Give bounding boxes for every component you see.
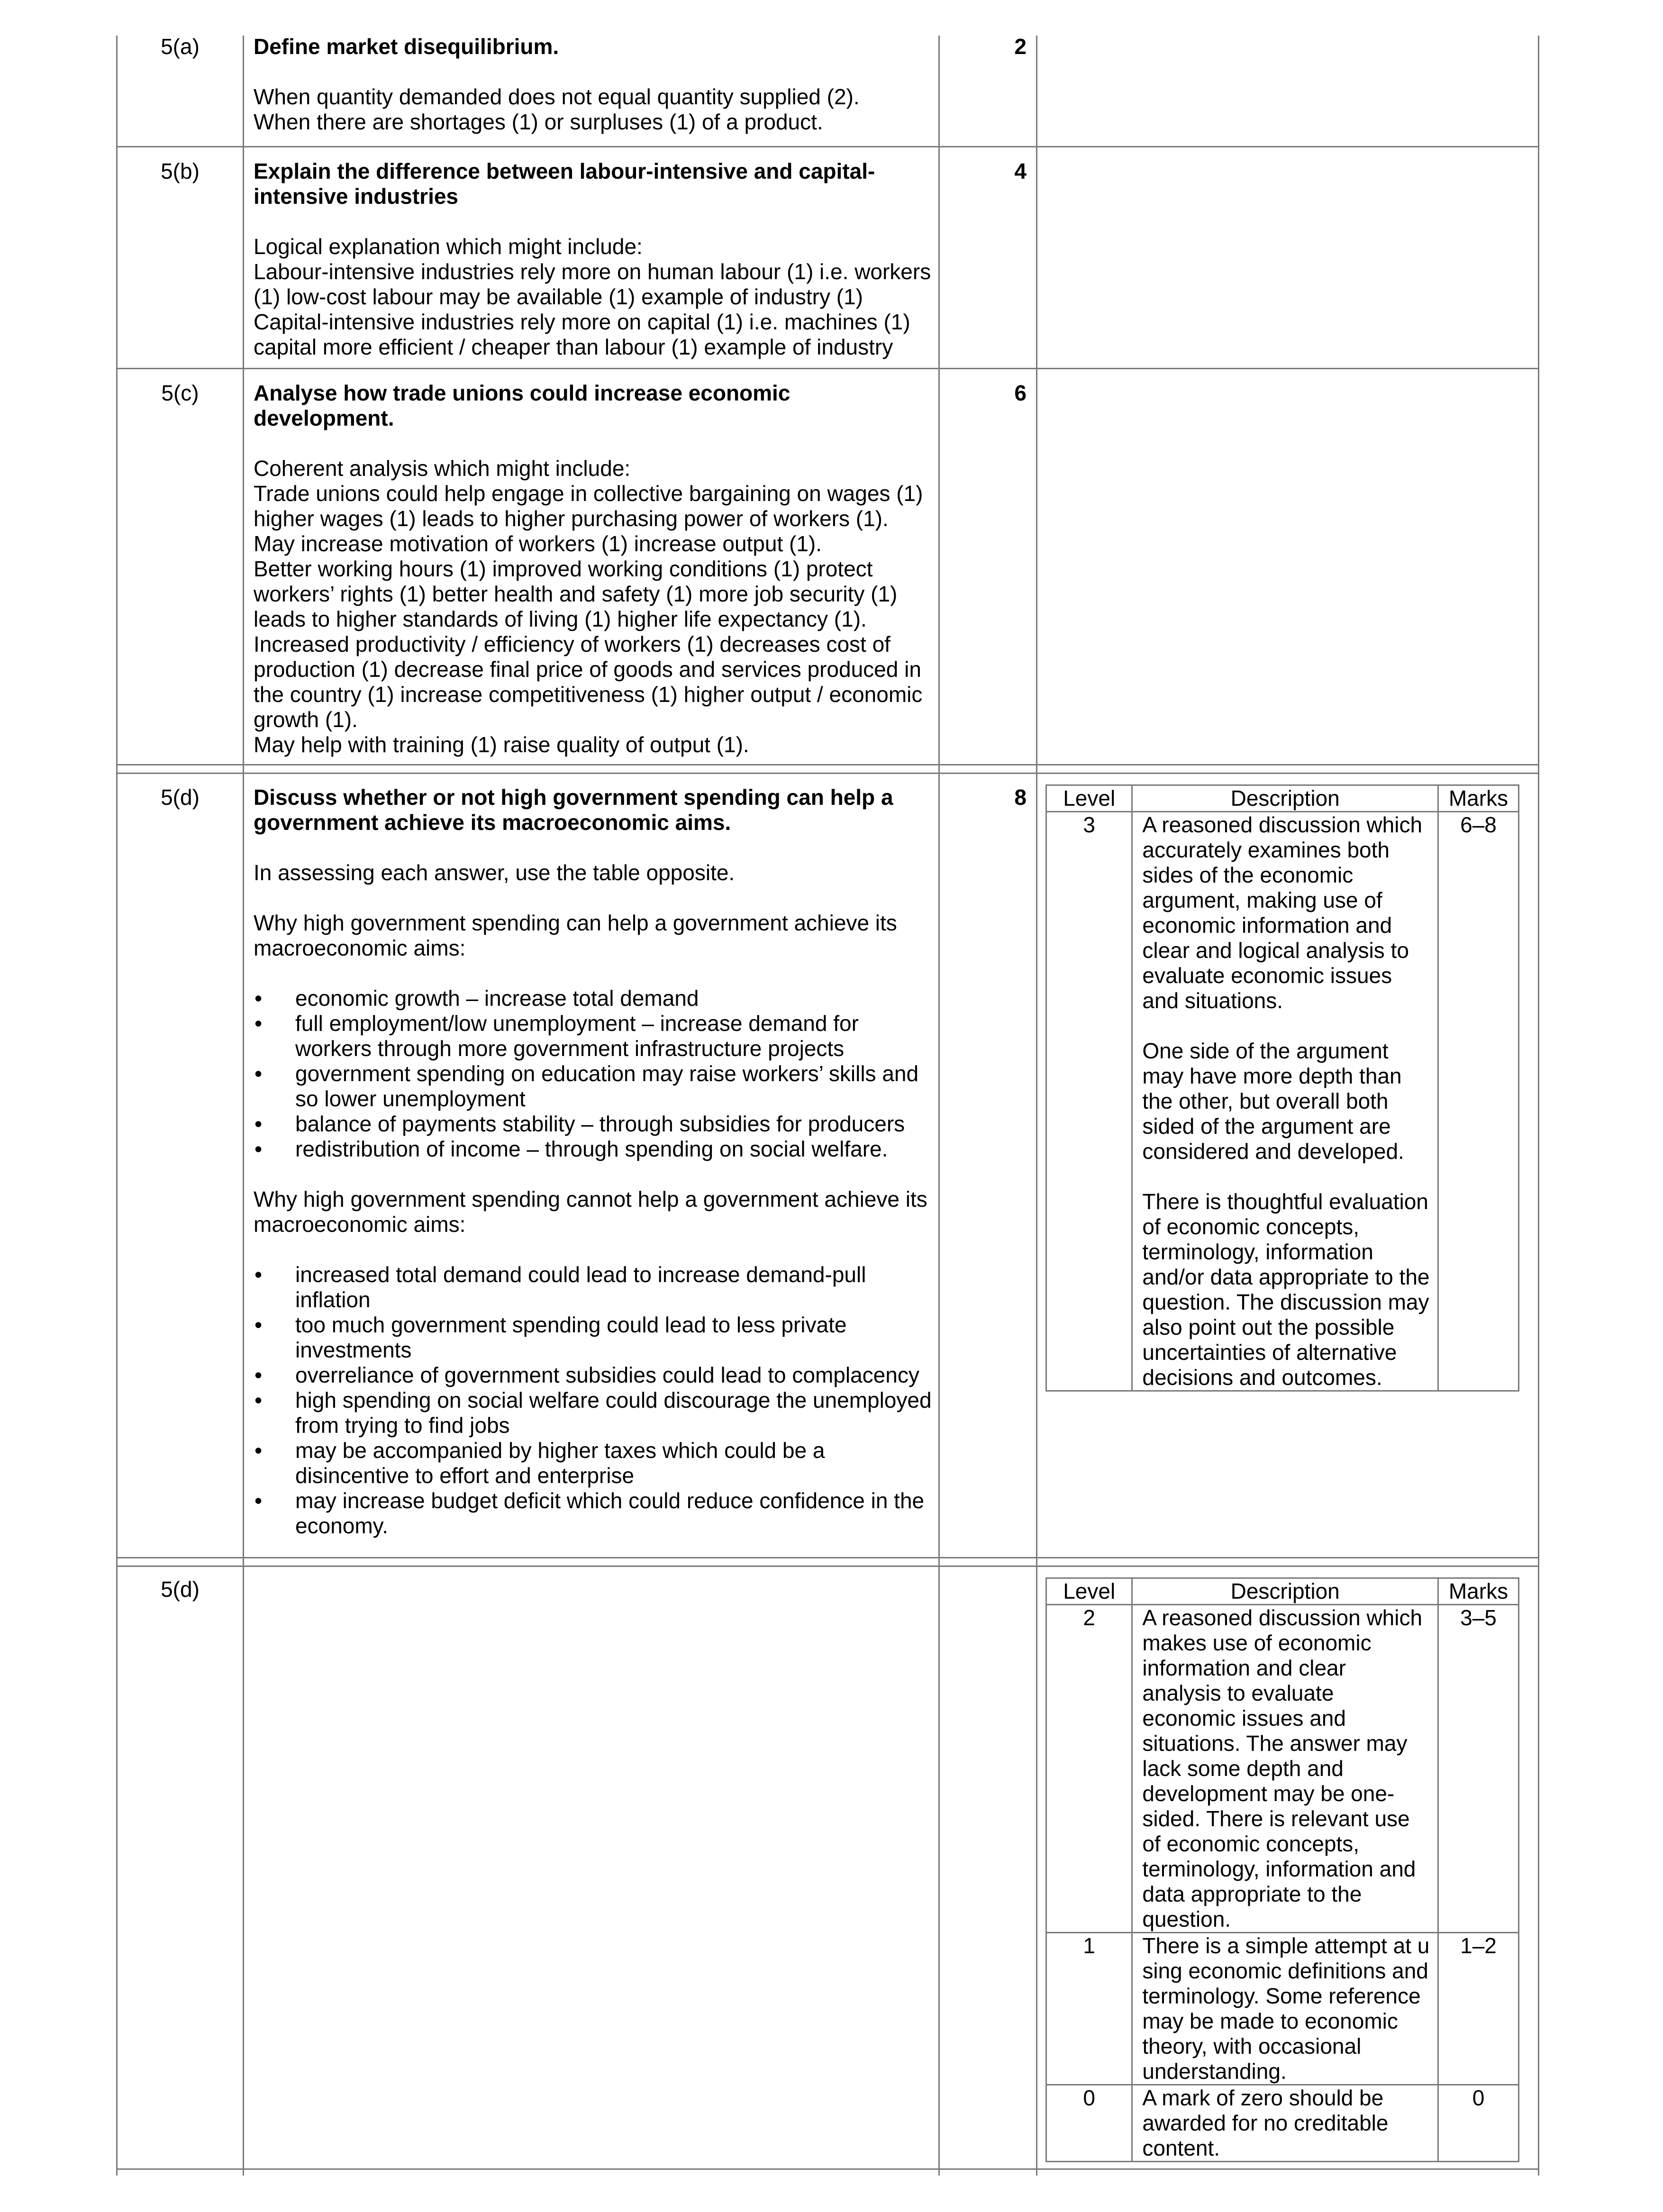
answer-line: Capital-intensive industries rely more on capital (1) i.e. machines (1) xyxy=(254,309,910,334)
rule-right xyxy=(1538,36,1539,2176)
answer-line: Increased productivity / efficiency of workers (1) decreases cost of xyxy=(254,632,891,656)
question-title: government achieve its macroeconomic aims. xyxy=(254,810,731,835)
list-item: • overreliance of government subsidies could lead to complacency xyxy=(254,1363,932,1388)
level-description: A reasoned discussion which makes use of economic information and clear analysis to evaluate economic issues and situations. The answer may lack some depth and development may be one- sided. There is relevant use of economic concepts, terminology, information and data appropriate to the question. xyxy=(1132,1605,1438,1933)
against-heading: Why high government spending cannot help a government achieve its xyxy=(254,1187,927,1211)
rule-bottom xyxy=(116,2168,1539,2170)
description-header: Description xyxy=(1132,785,1438,812)
question-number: 5(d) xyxy=(161,1577,200,1602)
level-value: 1 xyxy=(1046,1933,1132,2085)
level-value: 0 xyxy=(1046,2085,1132,2162)
answer-line: When quantity demanded does not equal quantity supplied (2). xyxy=(254,84,860,109)
answer-intro: In assessing each answer, use the table opposite. xyxy=(254,860,735,885)
question-title: intensive industries xyxy=(254,184,459,209)
question-title: Analyse how trade unions could increase economic xyxy=(254,381,791,405)
answer-5a xyxy=(254,34,860,135)
level-marks: 0 xyxy=(1438,2085,1518,2162)
rule-marks xyxy=(1036,36,1037,2176)
for-heading: Why high government spending can help a government achieve its xyxy=(254,910,897,935)
level-description: A mark of zero should be awarded for no creditable content. xyxy=(1132,2085,1438,2162)
rule-qnum xyxy=(243,36,244,2176)
rule-row-c-1 xyxy=(116,764,1539,765)
answer-line: the country (1) increase competitiveness (1) higher output / economic xyxy=(254,682,923,707)
description-header: Description xyxy=(1132,1578,1438,1605)
list-item: • balance of payments stability – through subsidies for producers xyxy=(254,1111,932,1137)
answer-line: Trade unions could help engage in collective bargaining on wages (1) xyxy=(254,481,923,506)
answer-line: (1) low-cost labour may be available (1) example of industry (1) xyxy=(254,284,863,309)
rule-row-d-2 xyxy=(116,1566,1539,1567)
answer-line: production (1) decrease final price of goods and services produced in xyxy=(254,657,921,682)
question-number: 5(b) xyxy=(161,159,200,183)
rule-left xyxy=(116,36,118,2176)
answer-line: May increase motivation of workers (1) increase output (1). xyxy=(254,531,822,556)
for-points-list xyxy=(254,986,932,1162)
list-item: • high spending on social welfare could discourage the unemployed from trying to find jobs xyxy=(254,1388,932,1438)
rule-row-a xyxy=(116,146,1539,147)
answer-line: May help with training (1) raise quality of output (1). xyxy=(254,732,749,757)
answer-line: leads to higher standards of living (1) higher life expectancy (1). xyxy=(254,607,867,631)
list-item: • full employment/low unemployment – increase demand for workers through more government infrastructure projects xyxy=(254,1011,932,1061)
level-marks: 3–5 xyxy=(1438,1605,1518,1933)
level-value: 2 xyxy=(1046,1605,1132,1933)
against-heading: macroeconomic aims: xyxy=(254,1212,466,1237)
rule-row-c-2 xyxy=(116,773,1539,774)
answer-line: Labour-intensive industries rely more on human labour (1) i.e. workers xyxy=(254,259,931,284)
list-item: • economic growth – increase total demand xyxy=(254,986,932,1011)
answer-line: capital more efficient / cheaper than labour (1) example of industry xyxy=(254,335,893,359)
rule-answer xyxy=(938,36,940,2176)
question-number: 5(d) xyxy=(161,785,200,810)
table-row xyxy=(1046,2085,1519,2162)
answer-5b xyxy=(254,159,931,360)
marks-header: Marks xyxy=(1438,785,1518,812)
list-item: • too much government spending could lead to less private investments xyxy=(254,1312,932,1363)
table-row xyxy=(1046,1605,1519,1933)
list-item: • may be accompanied by higher taxes which could be a disincentive to effort and enterprise xyxy=(254,1438,932,1488)
marks-value: 8 xyxy=(1014,785,1027,810)
list-item: • government spending on education may raise workers’ skills and so lower unemployment xyxy=(254,1061,932,1111)
marks-value: 2 xyxy=(1014,34,1027,59)
question-number: 5(a) xyxy=(161,34,200,59)
level-description: A reasoned discussion which accurately examines both sides of the economic argument, making use of economic information and clear and logical analysis to evaluate economic issues and situations. One side of the argument may have more depth than the other, but overall both sided of the argument are considered and developed. There is thoughtful evaluation of economic concepts, terminology, information and/or data appropriate to the question. The discussion may also point out the possible uncertainties of alternative decisions and outcomes. xyxy=(1132,812,1438,1391)
rule-row-b xyxy=(116,368,1539,369)
answer-5c xyxy=(254,381,923,757)
marks-header: Marks xyxy=(1438,1578,1518,1605)
answer-line: workers’ rights (1) better health and safety (1) more job security (1) xyxy=(254,582,898,606)
list-item: • increased total demand could lead to increase demand-pull inflation xyxy=(254,1262,932,1312)
level-description: There is a simple attempt at u sing economic definitions and terminology. Some reference may be made to economic theory, with occasional understanding. xyxy=(1132,1933,1438,2085)
answer-line: higher wages (1) leads to higher purchasing power of workers (1). xyxy=(254,506,889,531)
level-header: Level xyxy=(1046,1578,1132,1605)
question-title: Discuss whether or not high government spending can help a xyxy=(254,785,893,810)
answer-line: Logical explanation which might include: xyxy=(254,234,643,259)
level-header: Level xyxy=(1046,785,1132,812)
question-title: Define market disequilibrium. xyxy=(254,34,559,59)
question-number: 5(c) xyxy=(161,381,199,405)
level-marks: 6–8 xyxy=(1438,812,1518,1391)
answer-line: Coherent analysis which might include: xyxy=(254,456,631,481)
level-marks: 1–2 xyxy=(1438,1933,1518,2085)
for-heading: macroeconomic aims: xyxy=(254,936,466,960)
answer-5d xyxy=(254,785,932,1538)
question-title: development. xyxy=(254,406,394,430)
level-table-part1 xyxy=(1045,784,1519,1392)
answer-line: growth (1). xyxy=(254,707,358,732)
list-item: • redistribution of income – through spending on social welfare. xyxy=(254,1137,932,1162)
list-item: • may increase budget deficit which could reduce confidence in the economy. xyxy=(254,1488,932,1538)
level-value: 3 xyxy=(1046,812,1132,1391)
marks-value: 6 xyxy=(1014,381,1027,405)
answer-line: When there are shortages (1) or surpluses (1) of a product. xyxy=(254,109,823,134)
answer-line: Better working hours (1) improved working conditions (1) protect xyxy=(254,556,873,581)
rule-row-d-1 xyxy=(116,1557,1539,1558)
against-points-list xyxy=(254,1262,932,1538)
table-row xyxy=(1046,1933,1519,2085)
table-row xyxy=(1046,812,1519,1391)
level-table-part2 xyxy=(1045,1577,1519,2162)
marks-value: 4 xyxy=(1014,159,1027,183)
question-title: Explain the difference between labour-intensive and capital- xyxy=(254,159,875,183)
